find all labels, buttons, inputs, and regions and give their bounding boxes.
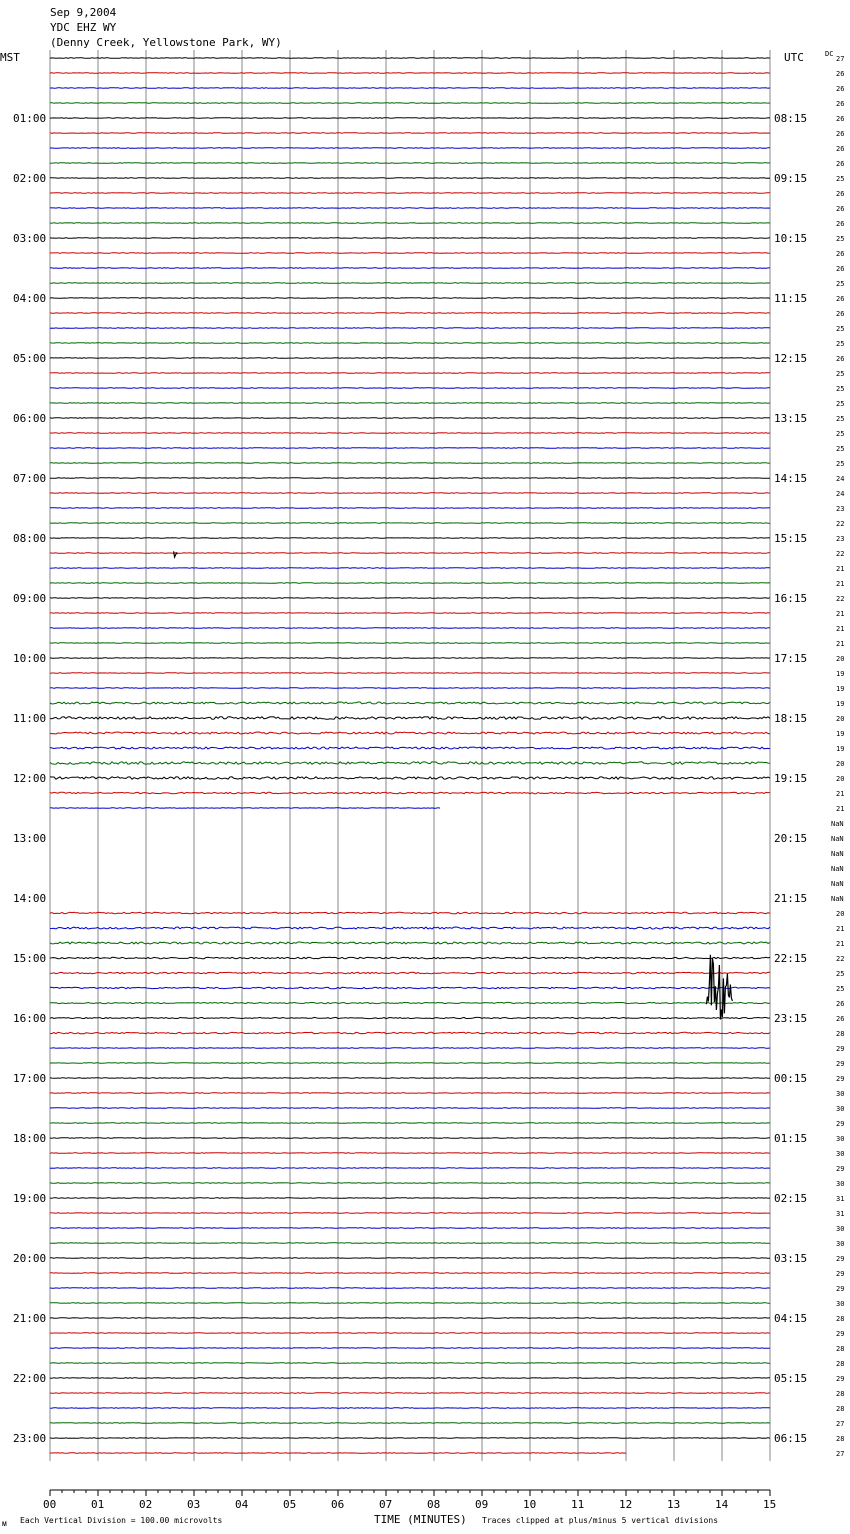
right-zone-label: UTC [784, 51, 804, 64]
right-hour-label: 19:15 [774, 772, 808, 785]
clip-note: Traces clipped at plus/minus 5 vertical divisions [482, 1516, 719, 1525]
dc-offset-label: 22 [836, 550, 845, 558]
trace-row-19 [50, 343, 770, 344]
x-tick-label: 09 [475, 1498, 489, 1511]
dc-offset-label: 29 [836, 1330, 845, 1338]
trace-row-17 [50, 313, 770, 314]
dc-offset-label: 26 [836, 1015, 845, 1023]
dc-offset-label: 30 [836, 1300, 845, 1308]
trace-row-57 [50, 912, 770, 913]
dc-offset-label: 25 [836, 325, 845, 333]
trace-row-80 [50, 1258, 770, 1259]
left-hour-label: 03:00 [13, 232, 47, 245]
dc-offset-label: 20 [836, 775, 845, 783]
left-hour-label: 04:00 [13, 292, 47, 305]
trace-row-9 [50, 193, 770, 194]
trace-row-10 [50, 208, 770, 209]
x-axis [43, 1490, 776, 1511]
dc-offset-label: 25 [836, 280, 845, 288]
trace-row-66 [50, 1048, 770, 1049]
trace-row-62 [50, 987, 770, 988]
x-tick-label: 08 [427, 1498, 441, 1511]
dc-offset-label: 25 [836, 970, 845, 978]
left-hour-label: 20:00 [13, 1252, 47, 1265]
dc-offset-label: 21 [836, 805, 845, 813]
dc-offset-label: 26 [836, 220, 845, 228]
dc-offset-label: 26 [836, 190, 845, 198]
dc-offset-label: 25 [836, 235, 845, 243]
right-hour-label: 22:15 [774, 952, 808, 965]
left-hour-label: 08:00 [13, 532, 47, 545]
left-hour-label: 13:00 [13, 832, 47, 845]
dc-offset-label: 29 [836, 1075, 845, 1083]
trace-row-32 [50, 538, 770, 539]
dc-offset-label: 25 [836, 385, 845, 393]
trace-row-3 [50, 103, 770, 104]
dc-offset-label: 26 [836, 145, 845, 153]
trace-row-63 [50, 1002, 770, 1003]
corner-mark: ᴍ [2, 1519, 7, 1528]
scale-note: Each Vertical Division = 100.00 microvolts [20, 1516, 223, 1525]
trace-row-6 [50, 148, 770, 149]
trace-row-59 [50, 942, 770, 944]
dc-offset-label: 21 [836, 790, 845, 798]
dc-offset-label: 31 [836, 1210, 845, 1218]
x-tick-label: 15 [763, 1498, 777, 1511]
dc-offset-label: 30 [836, 1105, 845, 1113]
trace-row-86 [50, 1348, 770, 1349]
dc-offset-label: 30 [836, 1240, 845, 1248]
dc-offset-label: 30 [836, 1225, 845, 1233]
left-zone-label: MST [0, 51, 20, 64]
dc-offset-label: 25 [836, 985, 845, 993]
dc-offset-label: 25 [836, 460, 845, 468]
trace-row-73 [50, 1153, 770, 1154]
dc-offset-label: 29 [836, 1270, 845, 1278]
dc-offset-label: 22 [836, 595, 845, 603]
right-hour-label: 08:15 [774, 112, 808, 125]
trace-row-16 [50, 298, 770, 299]
dc-offset-label: 22 [836, 955, 845, 963]
trace-row-30 [50, 508, 770, 509]
trace-row-64 [50, 1017, 770, 1018]
trace-row-40 [50, 658, 770, 659]
time-grid [50, 50, 770, 1461]
dc-offset-label: 19 [836, 700, 845, 708]
right-hour-label: 04:15 [774, 1312, 808, 1325]
trace-row-15 [50, 283, 770, 284]
dc-offset-label: 28 [836, 1360, 845, 1368]
trace-row-83 [50, 1303, 770, 1304]
trace-row-61 [50, 972, 770, 973]
trace-row-45 [50, 732, 770, 734]
trace-row-84 [50, 1318, 770, 1319]
dc-offset-label: 26 [836, 1000, 845, 1008]
dc-header: DC [825, 50, 834, 58]
trace-row-93 [50, 1453, 626, 1454]
dc-offset-label: 30 [836, 1150, 845, 1158]
dc-offset-label: NaN [831, 820, 844, 828]
trace-row-35 [50, 583, 770, 584]
trace-row-60 [50, 957, 770, 958]
dc-offset-label: 28 [836, 1405, 845, 1413]
left-hour-label: 16:00 [13, 1012, 47, 1025]
x-tick-label: 14 [715, 1498, 729, 1511]
dc-offset-label: NaN [831, 880, 844, 888]
dc-offset-label: 21 [836, 925, 845, 933]
dc-offset-label: 26 [836, 265, 845, 273]
trace-row-89 [50, 1393, 770, 1394]
trace-row-5 [50, 133, 770, 134]
dc-offset-label: 23 [836, 505, 845, 513]
trace-row-7 [50, 163, 770, 164]
left-hour-label: 12:00 [13, 772, 47, 785]
dc-offset-label: 27 [836, 1420, 845, 1428]
dc-offset-label: 29 [836, 1285, 845, 1293]
right-hour-label: 20:15 [774, 832, 808, 845]
dc-offset-label: 26 [836, 130, 845, 138]
trace-row-87 [50, 1363, 770, 1364]
x-tick-label: 05 [283, 1498, 297, 1511]
trace-row-82 [50, 1288, 770, 1289]
trace-row-23 [50, 403, 770, 404]
left-hour-label: 05:00 [13, 352, 47, 365]
right-hour-label: 17:15 [774, 652, 808, 665]
dc-offset-label: 30 [836, 1180, 845, 1188]
trace-row-42 [50, 688, 770, 689]
dc-offset-label: 28 [836, 1030, 845, 1038]
dc-offset-label: 29 [836, 1165, 845, 1173]
left-hour-label: 15:00 [13, 952, 47, 965]
dc-offset-label: 21 [836, 610, 845, 618]
dc-offset-label: 20 [836, 715, 845, 723]
dc-offset-label: 19 [836, 745, 845, 753]
trace-row-75 [50, 1183, 770, 1184]
header-station: YDC EHZ WY [50, 21, 117, 34]
right-hour-label: 09:15 [774, 172, 808, 185]
right-hour-label: 18:15 [774, 712, 808, 725]
x-tick-label: 01 [91, 1498, 105, 1511]
dc-offset-label: 28 [836, 1315, 845, 1323]
header-location: (Denny Creek, Yellowstone Park, WY) [50, 36, 282, 49]
trace-rows [50, 58, 770, 1454]
dc-offset-label: 26 [836, 250, 845, 258]
right-hour-label: 06:15 [774, 1432, 808, 1445]
trace-row-22 [50, 388, 770, 389]
trace-row-18 [50, 328, 770, 329]
dc-offset-label: 21 [836, 625, 845, 633]
right-hour-label: 15:15 [774, 532, 808, 545]
left-hour-label: 07:00 [13, 472, 47, 485]
right-hour-label: 10:15 [774, 232, 808, 245]
right-hour-label: 02:15 [774, 1192, 808, 1205]
trace-row-91 [50, 1423, 770, 1424]
trace-row-37 [50, 613, 770, 614]
x-tick-label: 03 [187, 1498, 201, 1511]
dc-offset-label: 19 [836, 685, 845, 693]
right-hour-label: 23:15 [774, 1012, 808, 1025]
dc-offset-label: 20 [836, 910, 845, 918]
dc-offset-label: 25 [836, 430, 845, 438]
dc-offset-label: 23 [836, 535, 845, 543]
x-tick-label: 00 [43, 1498, 57, 1511]
dc-offset-label: 21 [836, 565, 845, 573]
x-axis-title: TIME (MINUTES) [374, 1513, 467, 1526]
dc-offset-label: 25 [836, 400, 845, 408]
trace-row-26 [50, 448, 770, 449]
trace-row-79 [50, 1243, 770, 1244]
x-tick-label: 02 [139, 1498, 153, 1511]
dc-offset-label: 29 [836, 1255, 845, 1263]
trace-row-48 [50, 777, 770, 779]
left-hour-label: 14:00 [13, 892, 47, 905]
x-tick-label: 04 [235, 1498, 249, 1511]
dc-offset-label: 25 [836, 175, 845, 183]
dc-offset-label: 28 [836, 1345, 845, 1353]
dc-offset-label: 29 [836, 1060, 845, 1068]
trace-row-0 [50, 58, 770, 59]
trace-row-36 [50, 598, 770, 599]
dc-offset-label: 26 [836, 310, 845, 318]
dc-offset-label: 30 [836, 1135, 845, 1143]
trace-row-33 [50, 553, 770, 554]
dc-offset-label: 29 [836, 1045, 845, 1053]
trace-row-90 [50, 1408, 770, 1409]
left-hour-label: 22:00 [13, 1372, 47, 1385]
x-tick-label: 07 [379, 1498, 393, 1511]
dc-offset-label: 24 [836, 490, 845, 498]
right-hour-label: 01:15 [774, 1132, 808, 1145]
dc-offset-label: NaN [831, 835, 844, 843]
dc-offset-labels [831, 55, 844, 1458]
trace-row-1 [50, 73, 770, 74]
x-tick-label: 13 [667, 1498, 681, 1511]
trace-row-44 [50, 717, 770, 719]
trace-row-12 [50, 238, 770, 239]
trace-row-76 [50, 1198, 770, 1199]
left-hour-labels [13, 112, 46, 1445]
right-hour-label: 13:15 [774, 412, 808, 425]
dc-offset-label: 31 [836, 1195, 845, 1203]
dc-offset-label: 29 [836, 1120, 845, 1128]
trace-row-65 [50, 1032, 770, 1033]
dc-offset-label: 27 [836, 1450, 845, 1458]
dc-offset-label: 20 [836, 760, 845, 768]
trace-row-74 [50, 1168, 770, 1169]
dc-offset-label: 25 [836, 415, 845, 423]
trace-row-70 [50, 1108, 770, 1109]
trace-row-69 [50, 1093, 770, 1094]
dc-offset-label: 26 [836, 100, 845, 108]
left-hour-label: 09:00 [13, 592, 47, 605]
event-mark-0 [706, 955, 732, 1020]
left-hour-label: 18:00 [13, 1132, 47, 1145]
dc-offset-label: 20 [836, 655, 845, 663]
trace-row-49 [50, 792, 770, 793]
x-tick-label: 10 [523, 1498, 537, 1511]
left-hour-label: 17:00 [13, 1072, 47, 1085]
trace-row-67 [50, 1063, 770, 1064]
trace-row-71 [50, 1123, 770, 1124]
trace-row-41 [50, 673, 770, 674]
dc-offset-label: NaN [831, 895, 844, 903]
trace-row-13 [50, 253, 770, 254]
left-hour-label: 10:00 [13, 652, 47, 665]
trace-row-39 [50, 643, 770, 644]
trace-row-38 [50, 628, 770, 629]
header-date: Sep 9,2004 [50, 6, 117, 19]
left-hour-label: 19:00 [13, 1192, 47, 1205]
dc-offset-label: 26 [836, 85, 845, 93]
trace-row-88 [50, 1378, 770, 1379]
dc-offset-label: 26 [836, 115, 845, 123]
trace-row-20 [50, 358, 770, 359]
trace-row-25 [50, 433, 770, 434]
trace-row-46 [50, 747, 770, 749]
right-hour-label: 16:15 [774, 592, 808, 605]
dc-offset-label: 28 [836, 1390, 845, 1398]
trace-row-68 [50, 1078, 770, 1079]
dc-offset-label: 27 [836, 55, 845, 63]
right-hour-label: 21:15 [774, 892, 808, 905]
left-hour-label: 21:00 [13, 1312, 47, 1325]
right-hour-label: 11:15 [774, 292, 808, 305]
right-hour-label: 05:15 [774, 1372, 808, 1385]
dc-offset-label: 26 [836, 355, 845, 363]
trace-row-72 [50, 1138, 770, 1139]
dc-offset-label: NaN [831, 850, 844, 858]
dc-offset-label: 21 [836, 940, 845, 948]
dc-offset-label: 25 [836, 340, 845, 348]
right-hour-label: 14:15 [774, 472, 808, 485]
left-hour-label: 01:00 [13, 112, 47, 125]
trace-row-4 [50, 118, 770, 119]
dc-offset-label: 22 [836, 520, 845, 528]
trace-row-24 [50, 418, 770, 419]
trace-row-81 [50, 1273, 770, 1274]
trace-row-8 [50, 178, 770, 179]
dc-offset-label: 26 [836, 205, 845, 213]
dc-offset-label: 30 [836, 1090, 845, 1098]
trace-row-77 [50, 1213, 770, 1214]
left-hour-label: 02:00 [13, 172, 47, 185]
dc-offset-label: 29 [836, 1375, 845, 1383]
left-hour-label: 11:00 [13, 712, 47, 725]
dc-offset-label: 19 [836, 670, 845, 678]
trace-row-47 [50, 762, 770, 764]
dc-offset-label: 26 [836, 160, 845, 168]
dc-offset-label: NaN [831, 865, 844, 873]
trace-row-2 [50, 88, 770, 89]
right-hour-labels [774, 112, 807, 1445]
dc-offset-label: 26 [836, 70, 845, 78]
dc-offset-label: 19 [836, 730, 845, 738]
dc-offset-label: 21 [836, 640, 845, 648]
trace-row-27 [50, 463, 770, 464]
trace-row-29 [50, 493, 770, 494]
trace-row-31 [50, 523, 770, 524]
trace-row-58 [50, 927, 770, 929]
trace-row-21 [50, 373, 770, 374]
right-hour-label: 03:15 [774, 1252, 808, 1265]
trace-row-85 [50, 1333, 770, 1334]
trace-row-11 [50, 223, 770, 224]
dc-offset-label: 24 [836, 475, 845, 483]
trace-row-14 [50, 268, 770, 269]
right-hour-label: 12:15 [774, 352, 808, 365]
trace-row-34 [50, 568, 770, 569]
trace-row-50 [50, 808, 440, 809]
event-mark-1 [174, 551, 178, 557]
dc-offset-label: 26 [836, 295, 845, 303]
trace-row-43 [50, 702, 770, 704]
dc-offset-label: 21 [836, 580, 845, 588]
dc-offset-label: 25 [836, 370, 845, 378]
trace-row-78 [50, 1228, 770, 1229]
x-tick-label: 06 [331, 1498, 345, 1511]
trace-row-28 [50, 478, 770, 479]
dc-offset-label: 28 [836, 1435, 845, 1443]
right-hour-label: 00:15 [774, 1072, 808, 1085]
dc-offset-label: 25 [836, 445, 845, 453]
x-tick-label: 11 [571, 1498, 585, 1511]
x-tick-label: 12 [619, 1498, 633, 1511]
left-hour-label: 23:00 [13, 1432, 47, 1445]
trace-row-92 [50, 1438, 770, 1439]
left-hour-label: 06:00 [13, 412, 47, 425]
